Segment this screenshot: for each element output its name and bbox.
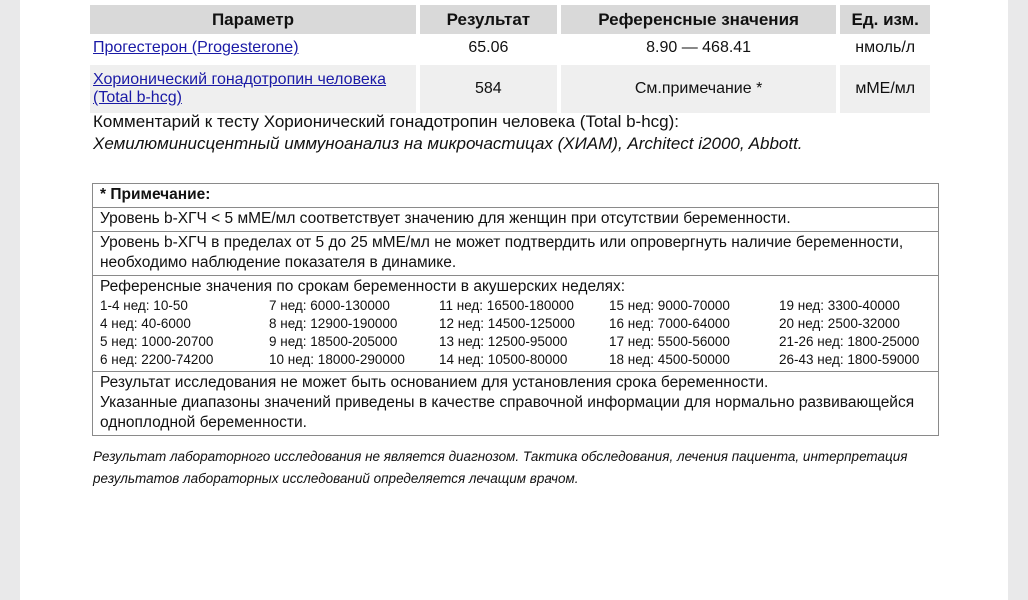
note-negative: Уровень b-ХГЧ < 5 мМЕ/мл соответствует значению для женщин при отсутствии беременности. bbox=[93, 207, 938, 231]
week-range: 13 нед: 12500-95000 bbox=[439, 334, 568, 349]
header-reference: Референсные значения bbox=[561, 5, 837, 34]
week-range: 20 нед: 2500-32000 bbox=[779, 316, 900, 331]
test-comment bbox=[93, 111, 953, 155]
week-range: 19 нед: 3300-40000 bbox=[779, 298, 900, 313]
week-range: 16 нед: 7000-64000 bbox=[609, 316, 730, 331]
table-row bbox=[90, 65, 930, 113]
table-header-row bbox=[90, 5, 930, 34]
week-range: 26-43 нед: 1800-59000 bbox=[779, 352, 920, 367]
comment-title: Комментарий к тесту Хорионический гонадотропин человека (Total b-hcg): bbox=[93, 112, 679, 131]
parameter-cell bbox=[90, 65, 416, 113]
week-range: 21-26 нед: 1800-25000 bbox=[779, 334, 920, 349]
week-range: 17 нед: 5500-56000 bbox=[609, 334, 730, 349]
week-range: 10 нед: 18000-290000 bbox=[269, 352, 405, 367]
result-cell: 65.06 bbox=[468, 39, 509, 56]
unit-cell: мМЕ/мл bbox=[840, 65, 930, 113]
week-range: 8 нед: 12900-190000 bbox=[269, 316, 398, 331]
unit-cell: нмоль/л bbox=[855, 39, 916, 56]
notes-title: * Примечание: bbox=[100, 186, 211, 203]
week-range: 9 нед: 18500-205000 bbox=[269, 334, 398, 349]
reference-cell: 8.90 — 468.41 bbox=[646, 39, 752, 56]
week-range: 15 нед: 9000-70000 bbox=[609, 298, 730, 313]
week-range: 14 нед: 10500-80000 bbox=[439, 352, 568, 367]
hcg-link-line1: Хорионический гонадотропин человека bbox=[93, 71, 387, 88]
table-row bbox=[90, 34, 930, 62]
results-table bbox=[86, 5, 934, 113]
footer-disclaimer: Результат лабораторного исследования не является диагнозом. Тактика обследования, лечения пациента, интерпретация результатов лабораторных исследований определяется лечащим врачом. bbox=[93, 449, 908, 486]
notes-box bbox=[92, 183, 939, 436]
week-range: 7 нед: 6000-130000 bbox=[269, 298, 390, 313]
comment-method: Хемилюминисцентный иммуноанализ на микрочастицах (ХИАМ), Architect i2000, Abbott. bbox=[93, 134, 803, 153]
pregnancy-reference-title: Референсные значения по срокам беременности в акушерских неделях: bbox=[100, 278, 626, 295]
week-range: 5 нед: 1000-20700 bbox=[100, 334, 214, 349]
note-reference-info: Указанные диапазоны значений приведены в качестве справочной информации для нормально развивающейся одноплодной беременности. bbox=[100, 394, 915, 431]
header-parameter: Параметр bbox=[90, 5, 416, 34]
reference-cell: См.примечание * bbox=[561, 65, 837, 113]
week-range: 4 нед: 40-6000 bbox=[100, 316, 191, 331]
pregnancy-reference-section bbox=[93, 275, 938, 371]
header-result: Результат bbox=[420, 5, 557, 34]
week-range: 11 нед: 16500-180000 bbox=[439, 298, 574, 313]
pregnancy-weeks-grid bbox=[100, 297, 931, 369]
week-range: 6 нед: 2200-74200 bbox=[100, 352, 214, 367]
week-range: 1-4 нед: 10-50 bbox=[100, 298, 188, 313]
week-range: 18 нед: 4500-50000 bbox=[609, 352, 730, 367]
result-cell: 584 bbox=[420, 65, 557, 113]
week-range: 12 нед: 14500-125000 bbox=[439, 316, 575, 331]
progesterone-link[interactable]: Прогестерон (Progesterone) bbox=[93, 39, 299, 56]
parameter-cell bbox=[90, 34, 416, 62]
header-unit: Ед. изм. bbox=[840, 5, 930, 34]
note-term-disclaimer: Результат исследования не может быть основанием для установления срока беременности. bbox=[100, 374, 769, 391]
hcg-link[interactable] bbox=[93, 71, 386, 106]
note-limitations bbox=[93, 371, 938, 435]
note-grey-zone: Уровень b-ХГЧ в пределах от 5 до 25 мМЕ/мл не может подтвердить или опровергнуть наличие беременности, необходимо наблюдение показателя в динамике. bbox=[93, 231, 938, 275]
hcg-link-line2: (Total b-hcg) bbox=[93, 89, 182, 106]
